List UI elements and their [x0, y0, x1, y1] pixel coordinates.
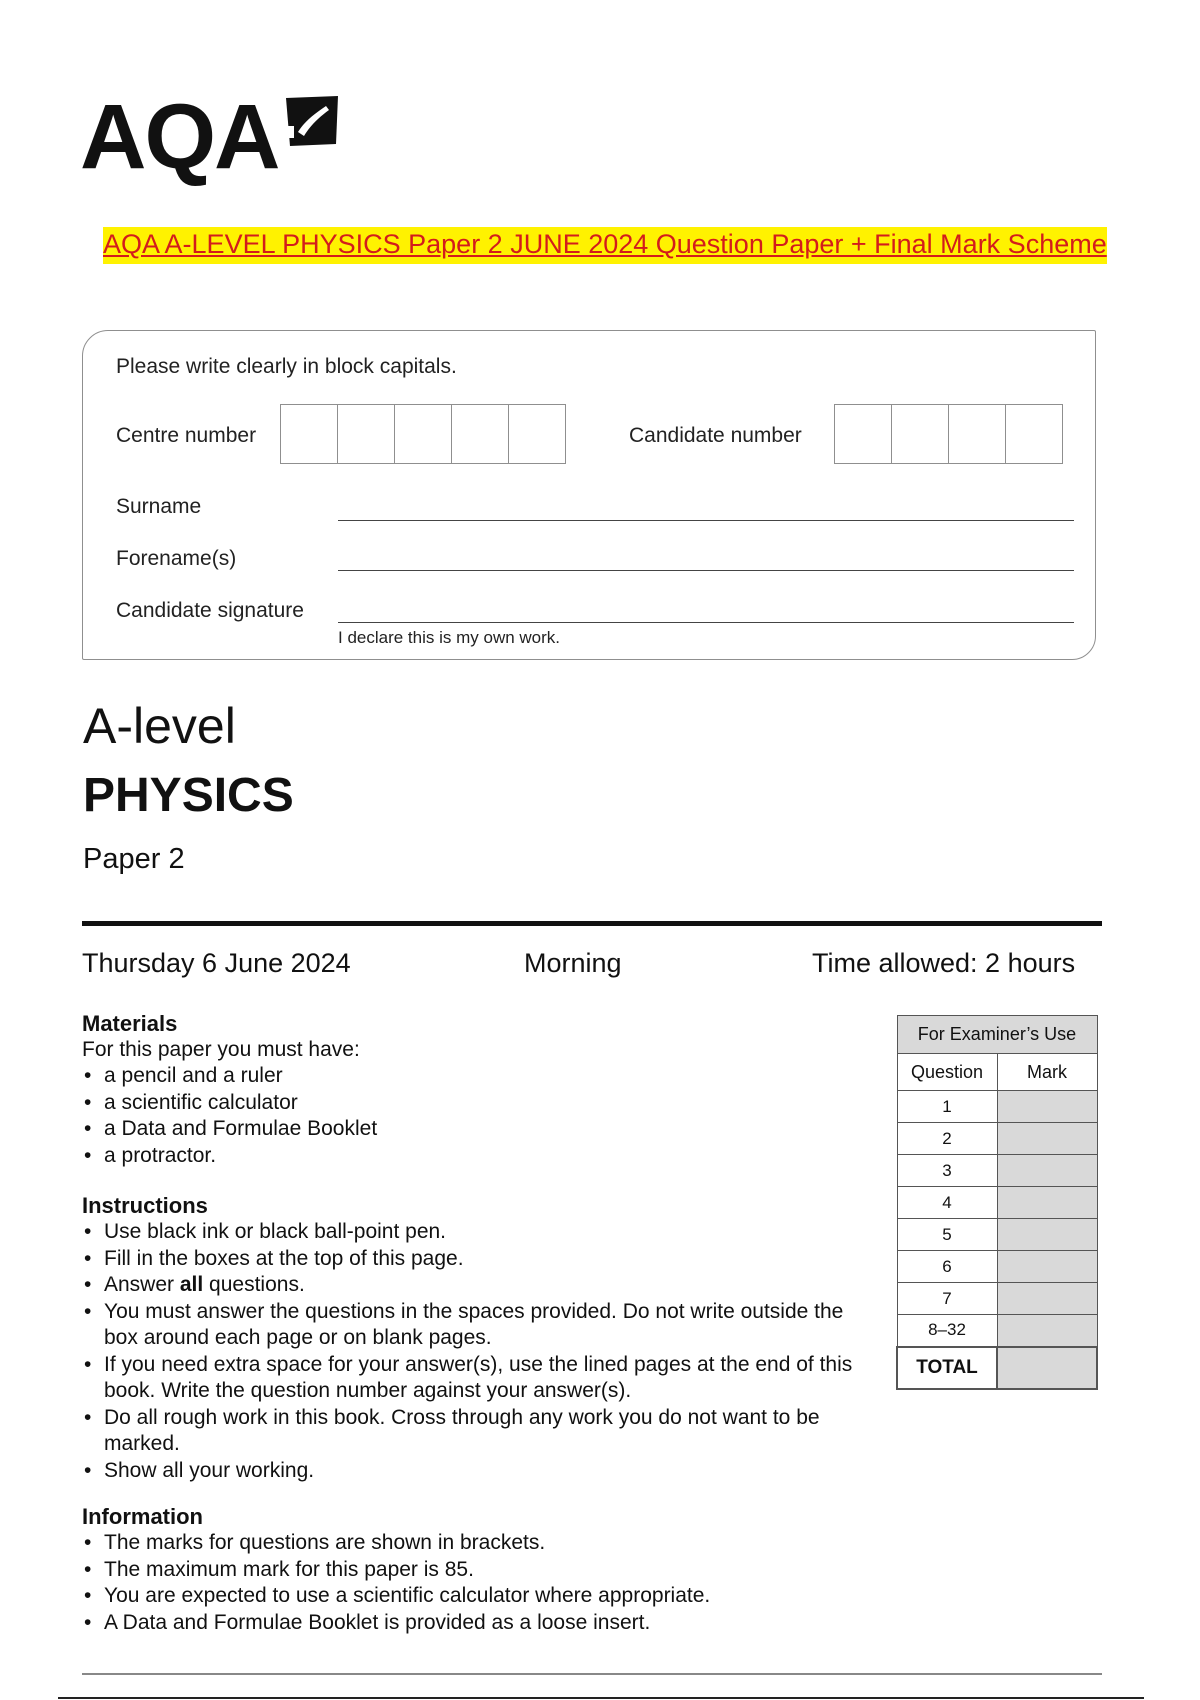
instruction-item: • Answer all questions.: [82, 1272, 872, 1299]
candidate-number-digit-box[interactable]: [949, 405, 1006, 463]
question-number: 7: [897, 1283, 997, 1315]
centre-number-digit-box[interactable]: [395, 405, 452, 463]
total-label: TOTAL: [897, 1347, 997, 1389]
examiner-table-row: [897, 1251, 1097, 1283]
candidate-number-label: Candidate number: [629, 424, 802, 447]
materials-item: • a Data and Formulae Booklet: [82, 1116, 882, 1143]
mark-cell[interactable]: [997, 1315, 1097, 1347]
question-number: 4: [897, 1187, 997, 1219]
declaration-text: I declare this is my own work.: [338, 628, 561, 647]
materials-item: • a scientific calculator: [82, 1090, 882, 1117]
examiner-table-row: [897, 1091, 1097, 1123]
information-section: [82, 1503, 882, 1636]
materials-item: • a pencil and a ruler: [82, 1063, 882, 1090]
signature-field[interactable]: [338, 622, 1074, 623]
qualification-level: A-level: [83, 698, 236, 754]
centre-number-digit-box[interactable]: [509, 405, 565, 463]
total-row: [897, 1347, 1097, 1389]
signature-label: Candidate signature: [116, 599, 304, 622]
instruction-item: • Do all rough work in this book. Cross through any work you do not want to be marked.: [82, 1405, 872, 1458]
question-number: 5: [897, 1219, 997, 1251]
question-column-header: Question: [897, 1054, 997, 1091]
subject-title: PHYSICS: [83, 769, 294, 822]
question-number: 3: [897, 1155, 997, 1187]
forename-label: Forename(s): [116, 547, 237, 570]
materials-item: • a protractor.: [82, 1143, 882, 1170]
surname-field[interactable]: [338, 520, 1074, 521]
information-item: • The maximum mark for this paper is 85.: [82, 1557, 882, 1584]
centre-number-boxes[interactable]: [280, 404, 566, 464]
examiner-table-row: [897, 1155, 1097, 1187]
candidate-number-digit-box[interactable]: [835, 405, 892, 463]
materials-heading: Materials: [82, 1011, 178, 1036]
information-heading: Information: [82, 1504, 203, 1529]
candidate-number-digit-box[interactable]: [892, 405, 949, 463]
aqa-flag-icon: [280, 92, 342, 154]
mark-cell[interactable]: [997, 1283, 1097, 1315]
materials-section: [82, 1010, 882, 1169]
examiner-table-row: [897, 1219, 1097, 1251]
instructions-heading: Instructions: [82, 1193, 208, 1218]
centre-number-digit-box[interactable]: [338, 405, 395, 463]
centre-number-digit-box[interactable]: [281, 405, 338, 463]
information-item: • The marks for questions are shown in brackets.: [82, 1530, 882, 1557]
question-number: 8–32: [897, 1315, 997, 1347]
question-number: 6: [897, 1251, 997, 1283]
instructions-list: [82, 1219, 872, 1484]
examiner-table-row: [897, 1315, 1097, 1347]
examiner-table-row: [897, 1283, 1097, 1315]
information-list: [82, 1530, 882, 1636]
candidate-number-digit-box[interactable]: [1006, 405, 1062, 463]
information-item: • You are expected to use a scientific calculator where appropriate.: [82, 1583, 882, 1610]
page-bottom-rule: [58, 1697, 1144, 1699]
materials-list: [82, 1063, 882, 1169]
mark-cell[interactable]: [997, 1219, 1097, 1251]
mark-cell[interactable]: [997, 1123, 1097, 1155]
forename-field[interactable]: [338, 570, 1074, 571]
examiner-table-row: [897, 1123, 1097, 1155]
logo-text: AQA: [80, 86, 279, 188]
candidate-number-boxes[interactable]: [834, 404, 1063, 464]
instruction-item: • Use black ink or black ball-point pen.: [82, 1219, 872, 1246]
footer-divider: [82, 1673, 1102, 1675]
instruction-item: • Show all your working.: [82, 1458, 872, 1485]
mark-cell[interactable]: [997, 1251, 1097, 1283]
surname-label: Surname: [116, 495, 202, 518]
examiner-table-heading: For Examiner’s Use: [897, 1016, 1097, 1054]
paper-number: Paper 2: [83, 843, 185, 875]
materials-intro: For this paper you must have:: [82, 1038, 360, 1061]
examiner-table-row: [897, 1187, 1097, 1219]
document-banner-title: AQA A-LEVEL PHYSICS Paper 2 JUNE 2024 Question Paper + Final Mark Scheme: [103, 227, 1107, 264]
mark-cell[interactable]: [997, 1091, 1097, 1123]
block-capitals-instruction: Please write clearly in block capitals.: [116, 355, 457, 378]
mark-cell[interactable]: [997, 1187, 1097, 1219]
candidate-details-box: [82, 330, 1096, 660]
instruction-item: • Fill in the boxes at the top of this page.: [82, 1246, 872, 1273]
question-number: 2: [897, 1123, 997, 1155]
instructions-section: [82, 1192, 872, 1484]
mark-column-header: Mark: [997, 1054, 1097, 1091]
total-mark-cell[interactable]: [997, 1347, 1097, 1389]
exam-session: Morning: [524, 948, 622, 978]
instruction-item: • If you need extra space for your answer(s), use the lined pages at the end of this book. Write the question number against your answer(s).: [82, 1352, 872, 1405]
instruction-item: • You must answer the questions in the spaces provided. Do not write outside the box around each page or on blank pages.: [82, 1299, 872, 1352]
header-divider: [82, 921, 1102, 926]
exam-date: Thursday 6 June 2024: [82, 948, 351, 978]
mark-cell[interactable]: [997, 1155, 1097, 1187]
centre-number-digit-box[interactable]: [452, 405, 509, 463]
question-number: 1: [897, 1091, 997, 1123]
examiner-use-table: [896, 1015, 1098, 1390]
information-item: • A Data and Formulae Booklet is provided as a loose insert.: [82, 1610, 882, 1637]
centre-number-label: Centre number: [116, 424, 257, 447]
time-allowed: Time allowed: 2 hours: [812, 948, 1076, 978]
